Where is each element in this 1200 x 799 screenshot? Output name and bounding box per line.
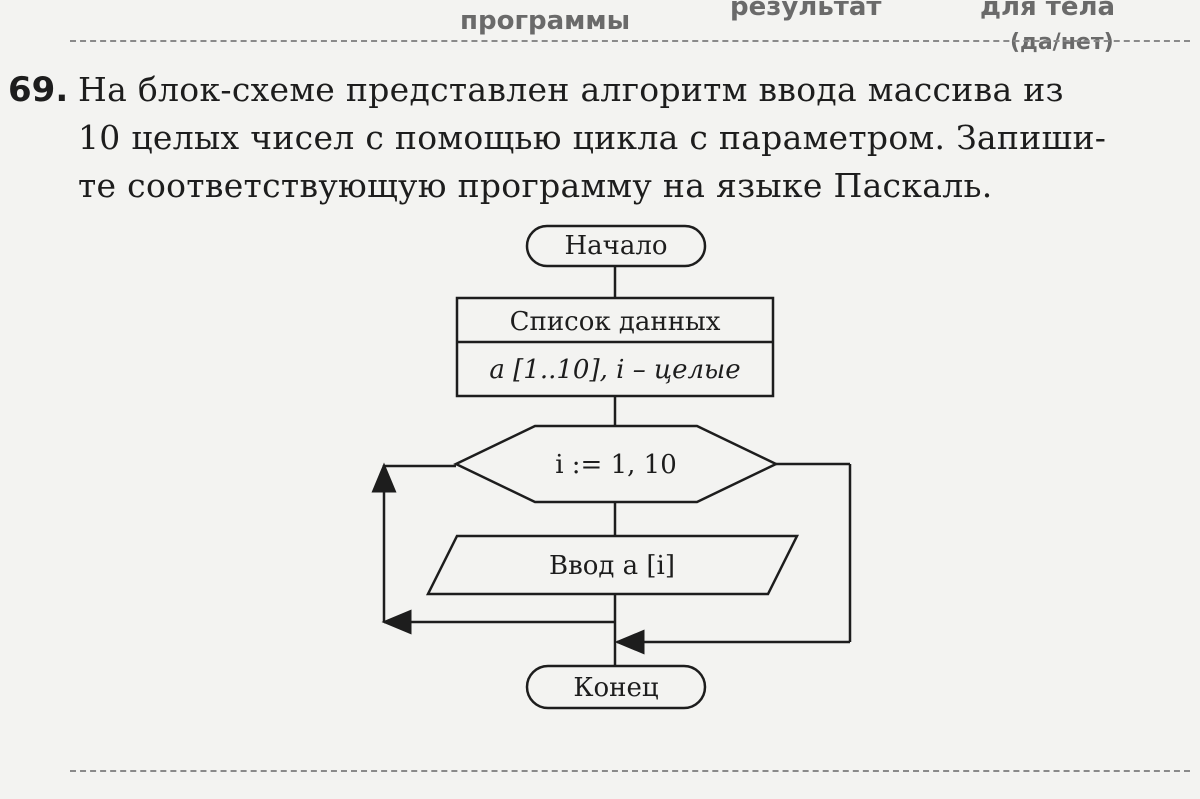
- end-label: Конец: [573, 673, 659, 703]
- data-vars-label: a [1..10], i – целые: [489, 355, 741, 385]
- task-number: 69.: [8, 70, 69, 110]
- header-cell-result: результат: [730, 0, 882, 22]
- header-cell-yesno: (да/нет): [1010, 30, 1114, 55]
- header-cell-body: для тела: [980, 0, 1116, 22]
- input-label: Ввод a [i]: [548, 551, 676, 581]
- task-text-line-3: те соответствующую программу на языке Паскаль.: [78, 166, 993, 205]
- loop-label: i := 1, 10: [555, 450, 677, 480]
- bottom-divider: [70, 770, 1190, 772]
- start-label: Начало: [564, 231, 668, 261]
- task-text-line-2: 10 целых чисел с помощью цикла с параметром. Запиши-: [78, 118, 1107, 157]
- header-cell-program: программы: [460, 6, 631, 36]
- data-title-label: Список данных: [509, 307, 721, 337]
- task-text-line-1: На блок-схеме представлен алгоритм ввода массива из: [78, 70, 1064, 109]
